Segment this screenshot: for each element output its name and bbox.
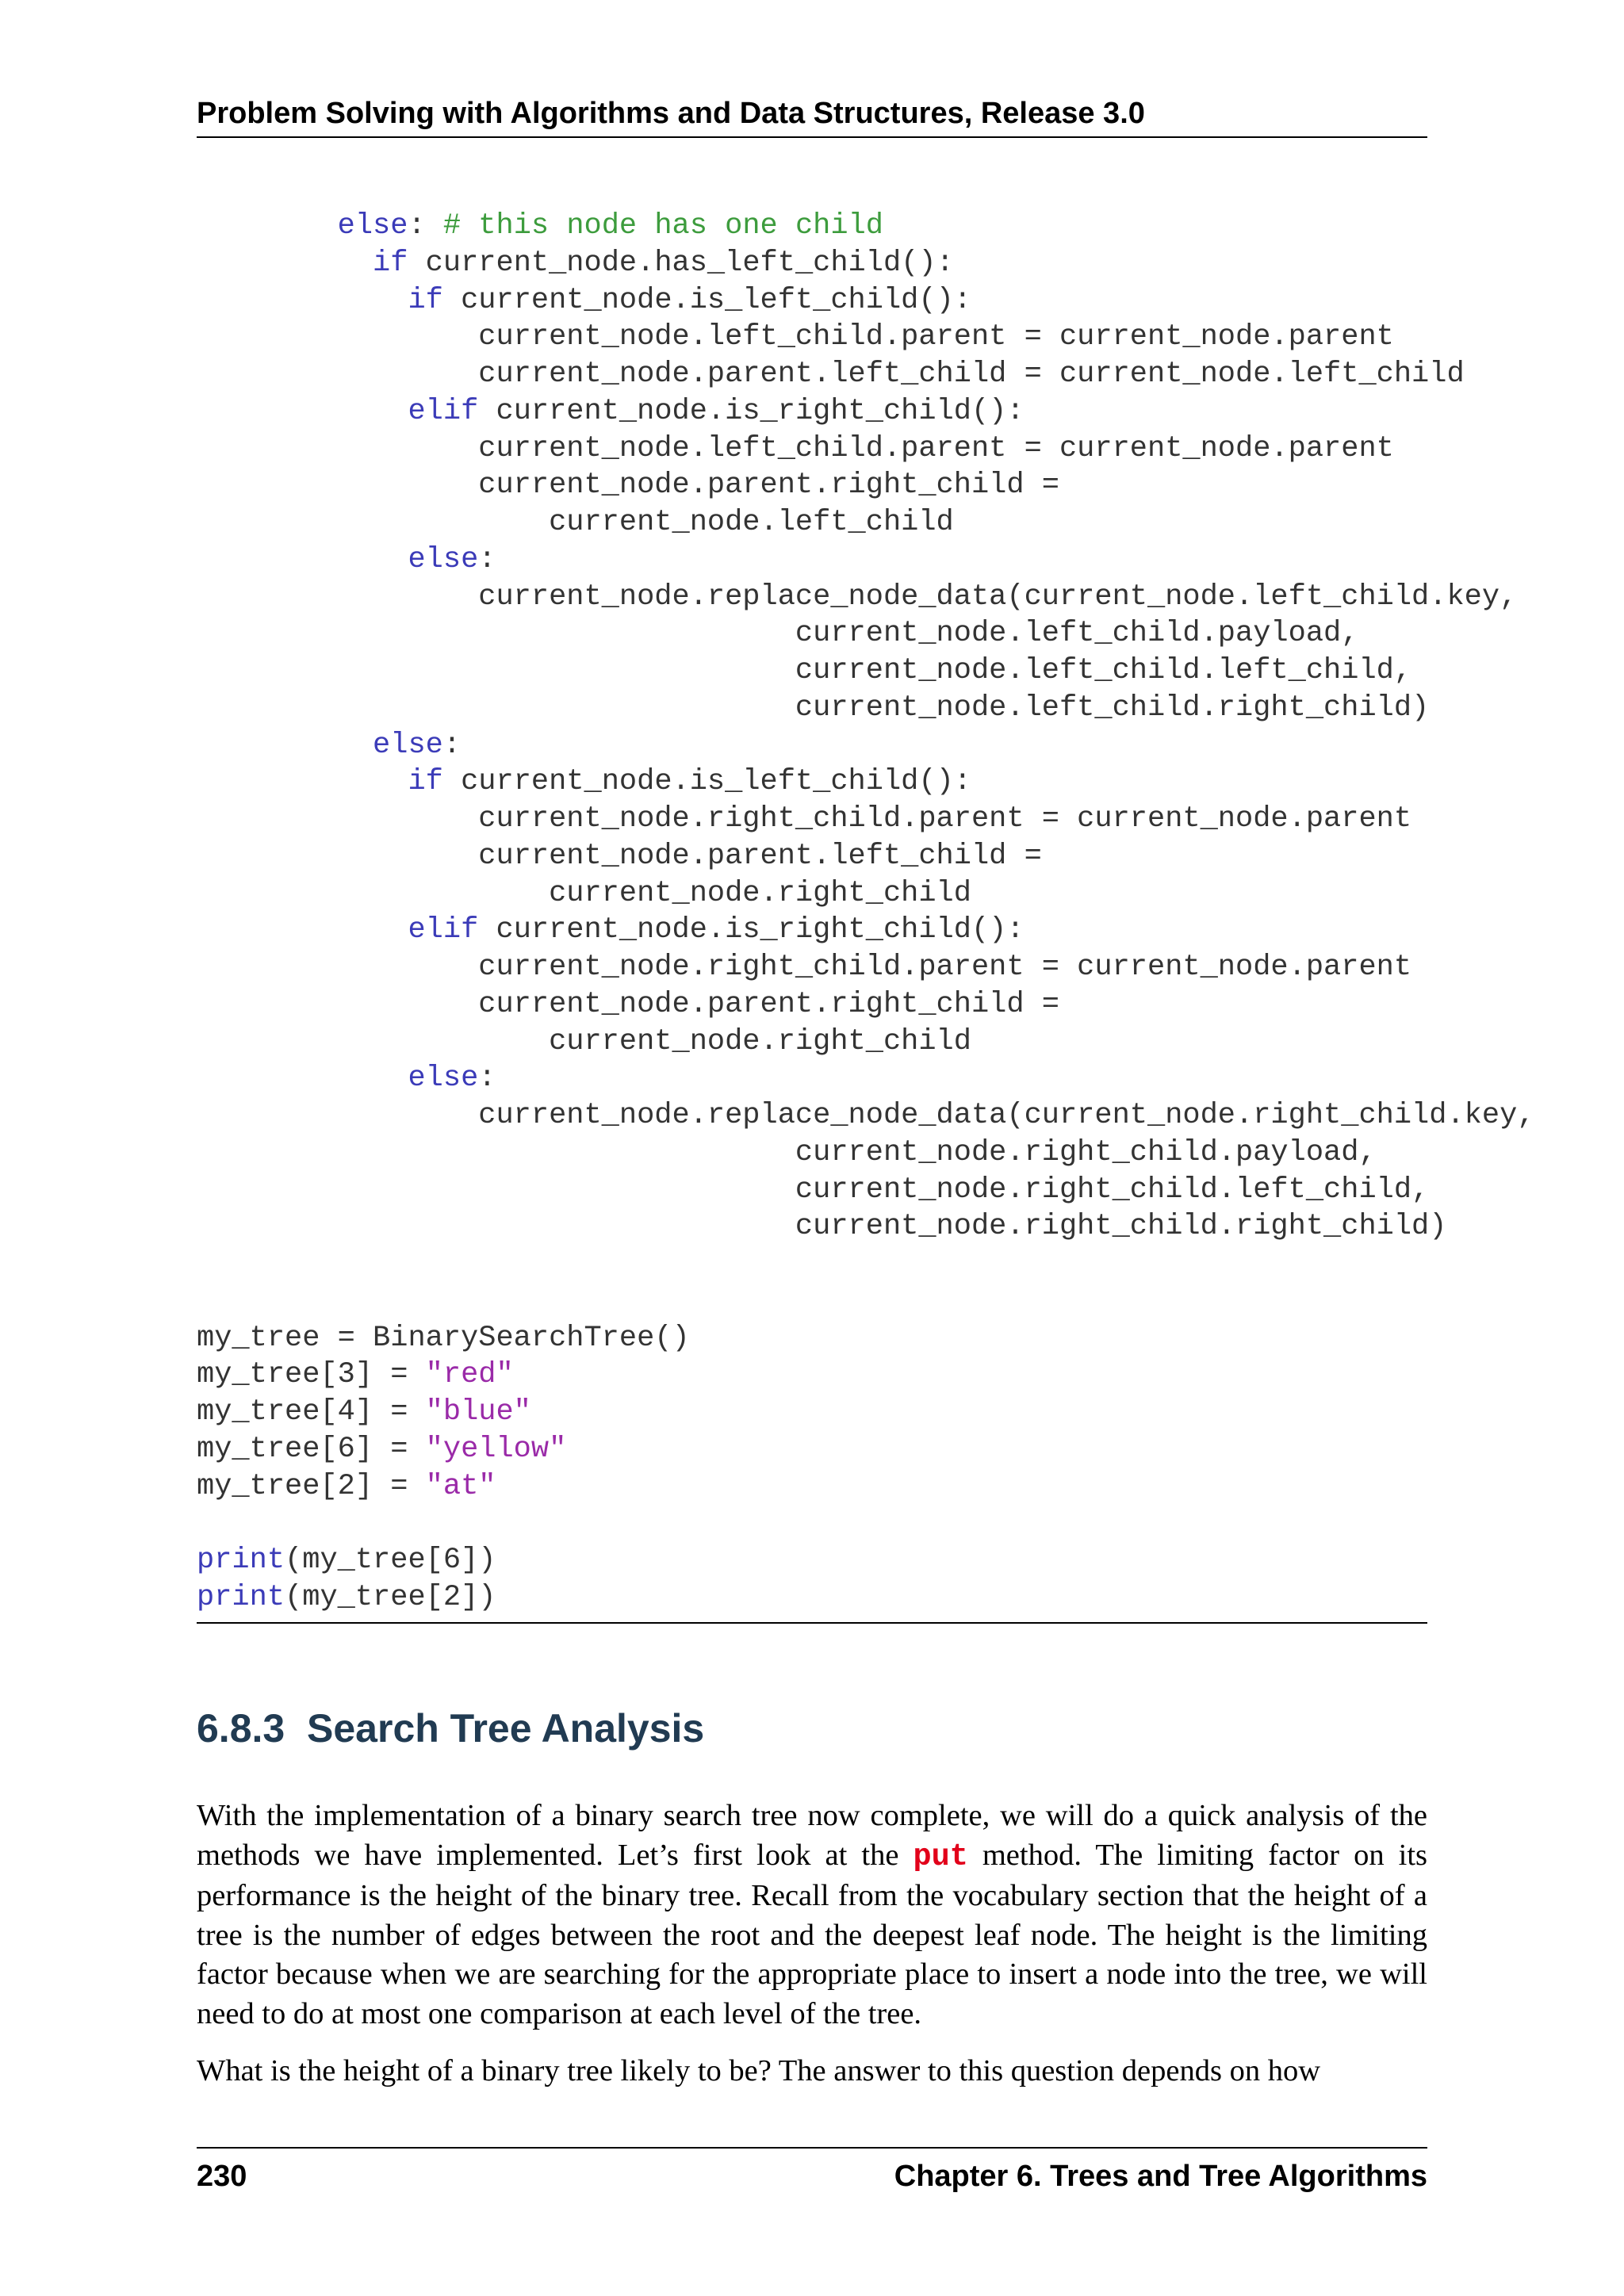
code-text: current_node.is_left_child():	[442, 765, 971, 799]
code-line	[197, 1062, 496, 1095]
code-text	[197, 209, 338, 243]
code-line	[197, 951, 1411, 984]
code-line	[197, 729, 461, 762]
code-line	[197, 617, 1358, 650]
code-line	[197, 506, 954, 539]
code-text: (my_tree[6])	[285, 1544, 496, 1577]
code-line	[197, 469, 1059, 502]
book-page	[197, 0, 1535, 2296]
section-title: Search Tree Analysis	[307, 1706, 705, 1751]
code-line	[197, 395, 1025, 428]
code-text: :	[408, 209, 443, 243]
code-text: (my_tree[2])	[285, 1580, 496, 1614]
running-header: Problem Solving with Algorithms and Data Structures, Release 3.0	[197, 94, 1427, 138]
code-string: "at"	[425, 1469, 496, 1503]
paragraph-text: method. The limiting factor on its performance is the height of the binary tree. Recall from the vocabulary section that the height of a tree is the number of edges between the root and the deepest leaf node. The height is the limiting factor because when we are searching for the appropriate place to insert a node into the tree, we will need to do at most one comparison at each level of the tree.	[197, 1838, 1428, 2030]
code-string: "blue"	[425, 1395, 531, 1429]
code-line	[197, 1210, 1446, 1243]
code-line	[197, 358, 1465, 391]
code-comment: # this node has one child	[442, 209, 883, 243]
code-text: current_node.is_right_child():	[478, 394, 1025, 428]
code-text	[197, 247, 373, 280]
code-text: current_node.left_child.right_child)	[197, 691, 1430, 725]
code-keyword: if	[373, 246, 408, 280]
code-keyword: else	[408, 542, 479, 576]
code-keyword: else	[373, 728, 443, 762]
code-text: current_node.left_child.parent = current_node.parent	[197, 320, 1394, 354]
code-line	[197, 247, 954, 280]
code-string: "red"	[425, 1358, 514, 1392]
code-line	[197, 543, 496, 576]
code-text: :	[478, 542, 496, 576]
code-text: current_node.has_left_child():	[408, 246, 954, 280]
code-line	[197, 988, 1059, 1021]
code-keyword: if	[408, 283, 443, 317]
code-text: my_tree[6] =	[197, 1432, 426, 1466]
code-text: current_node.right_child	[197, 1024, 971, 1058]
code-line	[197, 1136, 1377, 1169]
code-line	[197, 840, 1042, 873]
code-text: current_node.left_child.parent = current_node.parent	[197, 431, 1394, 465]
code-text: current_node.right_child.right_child)	[197, 1210, 1447, 1244]
section-heading	[197, 1703, 704, 1754]
code-text: current_node.left_child.payload,	[197, 617, 1359, 651]
code-text: my_tree[4] =	[197, 1395, 426, 1429]
code-text: current_node.right_child.payload,	[197, 1135, 1377, 1169]
code-keyword: else	[408, 1062, 479, 1096]
code-text: :	[442, 728, 462, 762]
code-line	[197, 284, 971, 317]
code-keyword: print	[197, 1544, 285, 1577]
code-line	[197, 1470, 496, 1503]
chapter-title: Chapter 6. Trees and Tree Algorithms	[894, 2160, 1427, 2193]
code-string: "yellow"	[425, 1432, 567, 1466]
code-text: my_tree[2] =	[197, 1469, 426, 1503]
page-number: 230	[197, 2160, 247, 2193]
code-text: current_node.left_child.left_child,	[197, 654, 1412, 687]
code-text: current_node.right_child	[197, 876, 971, 910]
code-text: my_tree = BinarySearchTree()	[197, 1321, 690, 1355]
code-line	[197, 1358, 514, 1391]
code-line	[197, 691, 1429, 725]
code-line	[197, 913, 1025, 947]
code-text: current_node.left_child	[197, 506, 954, 539]
code-text	[197, 543, 408, 576]
code-line	[197, 802, 1411, 836]
code-keyword: print	[197, 1580, 285, 1614]
code-line	[197, 1581, 496, 1614]
code-line	[197, 209, 883, 243]
code-text: current_node.parent.left_child = current_node.left_child	[197, 358, 1465, 391]
code-text: current_node.is_left_child():	[442, 283, 971, 317]
code-keyword: if	[408, 765, 443, 799]
code-text: current_node.right_child.parent = current_node.parent	[197, 951, 1412, 984]
code-text: my_tree[3] =	[197, 1358, 426, 1392]
inline-code-put: put	[913, 1839, 968, 1874]
code-keyword: elif	[408, 394, 479, 428]
code-line	[197, 765, 971, 798]
paragraph-analysis-intro	[197, 1797, 1427, 2034]
code-text	[197, 1062, 408, 1095]
code-text: current_node.right_child.left_child,	[197, 1173, 1430, 1207]
code-text: current_node.is_right_child():	[478, 913, 1025, 947]
running-footer	[197, 2147, 1427, 2196]
code-keyword: else	[337, 209, 408, 243]
code-text: current_node.replace_node_data(current_node.right_child.key,	[197, 1099, 1535, 1132]
code-text	[197, 913, 408, 947]
code-line	[197, 580, 1517, 614]
paragraph-height-question: What is the height of a binary tree likely to be? The answer to this question depends on how	[197, 2054, 1321, 2087]
code-line	[197, 1322, 690, 1355]
code-text: current_node.parent.right_child =	[197, 987, 1059, 1021]
code-line	[197, 1395, 531, 1429]
code-text: :	[478, 1062, 496, 1096]
section-number: 6.8.3	[197, 1706, 285, 1751]
code-text	[197, 765, 408, 798]
paragraph-text: With the implementation of a binary search tree now complete, we will do a quick analysis of the methods we have implemented. Let’s first look at the	[197, 1799, 1427, 1872]
code-block	[197, 208, 1535, 1617]
code-line	[197, 1173, 1429, 1207]
code-text	[197, 729, 373, 762]
code-text: current_node.right_child.parent = current_node.parent	[197, 802, 1412, 836]
code-text: current_node.replace_node_data(current_node.left_child.key,	[197, 580, 1518, 614]
code-line	[197, 1433, 566, 1466]
code-line	[197, 877, 971, 910]
code-text: current_node.parent.right_child =	[197, 469, 1059, 503]
code-line	[197, 1025, 971, 1058]
code-line	[197, 432, 1394, 465]
code-line	[197, 320, 1394, 354]
code-line	[197, 1544, 496, 1577]
code-line	[197, 1099, 1534, 1132]
code-keyword: elif	[408, 913, 479, 947]
code-text: current_node.parent.left_child =	[197, 839, 1042, 873]
code-text	[197, 284, 408, 317]
code-text	[197, 395, 408, 428]
code-block-bottom-rule	[197, 1622, 1427, 1624]
code-line	[197, 654, 1411, 687]
